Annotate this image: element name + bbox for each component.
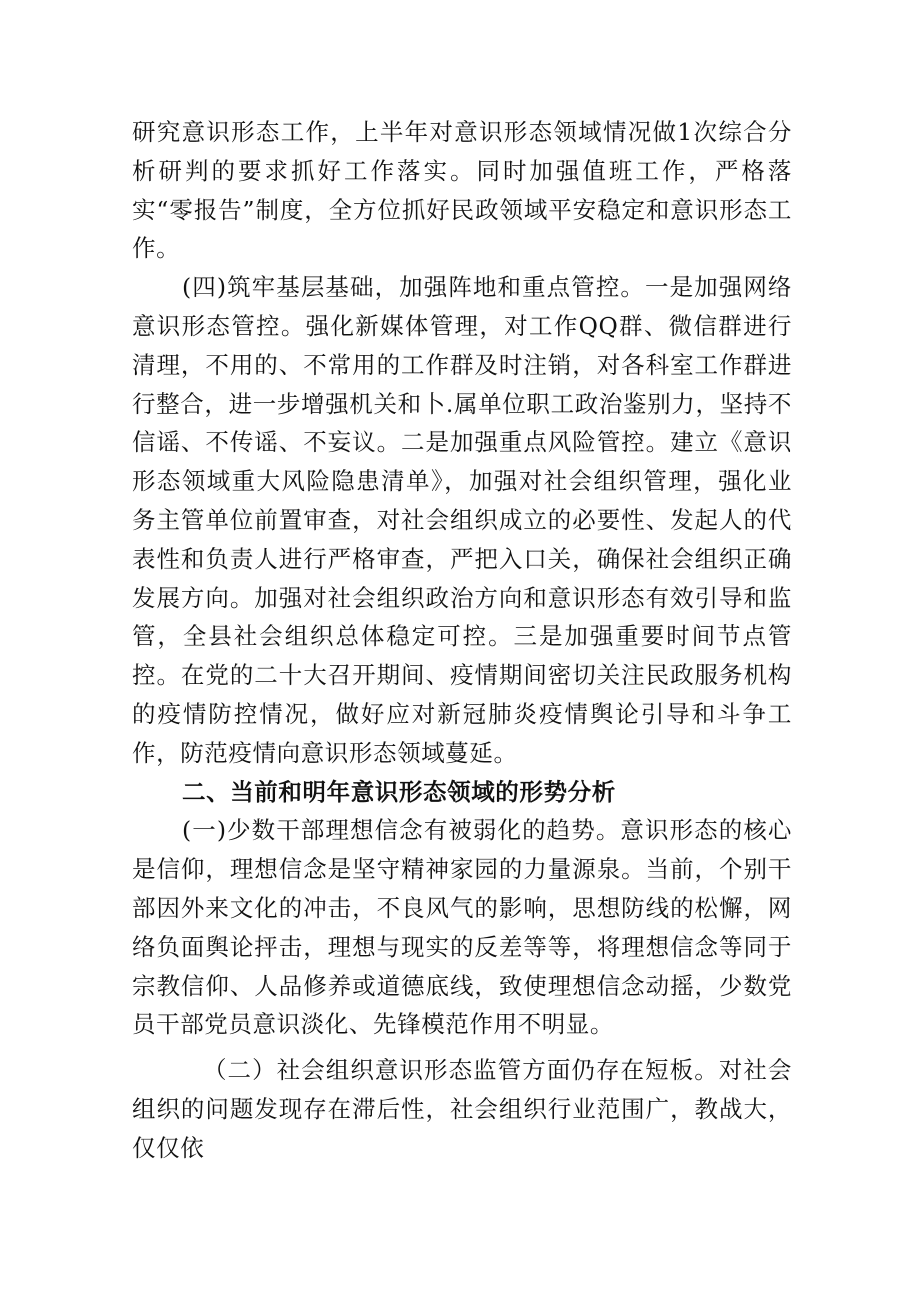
paragraph-item-two: （二）社会组织意识形态监管方面仍存在短板。对社会组织的问题发现存在滞后性，社会组织行业范围广，教战大，仅仅依 [132,1056,792,1162]
paragraph-gap [132,1044,792,1051]
paragraph-item-one: (一)少数干部理想信念有被弱化的趋势。意识形态的核心是信仰，理想信念是坚守精神家园的力量源泉。当前，个别干部因外来文化的冲击，不良风气的影响，思想防线的松懈，网络负面舆论抨击，理想与现实的反差等等，将理想信念等同于宗教信仰、人品修养或道德底线，致使理想信念动摇，少数党员干部党员意识淡化、先锋模范作用不明显。 [132,816,792,1039]
section-heading-two: 二、当前和明年意识形态领域的形势分析 [182,777,616,806]
paragraph-section-four: (四)筑牢基层基础，加强阵地和重点管控。一是加强网络意识形态管控。强化新媒体管理，对工作QQ群、微信群进行清理，不用的、不常用的工作群及时注销，对各科室工作群进行整合，进一步增强机关和卜.属单位职工政治鉴别力，坚持不信谣、不传谣、不妄议。二是加强重点风险管控。建立《意识形态领域重大风险隐患清单》，加强对社会组织管理，强化业务主管单位前置审查，对社会组织成立的必要性、发起人的代表性和负责人进行严格审查，严把入口关，确保社会组织正确发展方向。加强对社会组织政治方向和意识形态有效引导和监管，全县社会组织总体稳定可控。三是加强重要时间节点管控。在党的二十大召开期间、疫情期间密切关注民政服务机构的疫情防控情况，做好应对新冠肺炎疫情舆论引导和斗争工作，防范疫情向意识形态领域蔓延。 [132,273,792,767]
paragraph-continuation: 研究意识形态工作，上半年对意识形态领域情况做1次综合分析研判的要求抓好工作落实。同时加强值班工作，严格落实“零报告”制度，全方位抓好民政领域平安稳定和意识形态工作。 [132,118,792,263]
document-body [132,113,792,1168]
